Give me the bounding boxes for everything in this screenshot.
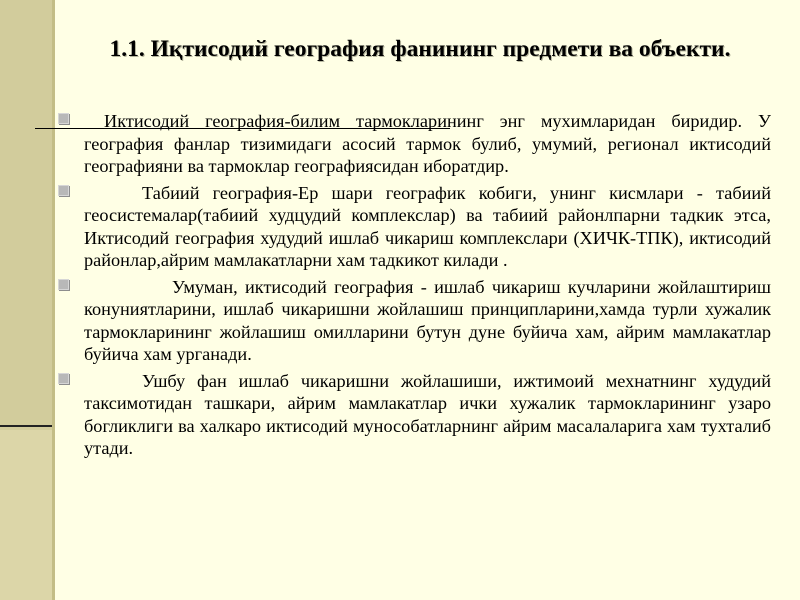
side-decor-edge	[52, 0, 55, 600]
bullet-icon	[58, 185, 69, 196]
paragraph-1	[84, 110, 771, 178]
paragraph-text: Табиий география-Ер шари географик кобиги, унинг кисмлари - табиий геосистемалар(табиий худцудий комплекслар) ва табиий районлпарни тадкик этса, Иктисодий география худудий ишлаб чикариш комплекслари (ХИЧК-ТПК), иктисодий районлар,айрим мамлакатларни хам тадкикот килади .	[84, 182, 771, 270]
paragraph-3	[84, 276, 771, 366]
side-decor-shade	[0, 0, 52, 430]
side-rule	[0, 425, 52, 427]
bullet-icon	[58, 113, 69, 124]
paragraph-text: Умуман, иктисодий география - ишлаб чикариш кучларини жойлаштириш конуниятларини, ишлаб чикаришни жойлашиш принципларини,хамда турли хужалик тармокларининг жойлашиш омилларини бутун дуне буйича хам, айрим мамлакатлар буйича хам урганади.	[84, 276, 771, 364]
paragraph-text: Иктисодий география-билим тармокларининг энг мухимларидан биридир. У география фанлар тизимидаги асосий тармок булиб, умумий, регионал иктисодий географияни ва тармоклар географиясидан иборатдир.	[84, 111, 771, 176]
slide-body	[84, 110, 771, 464]
bullet-icon	[58, 373, 69, 384]
slide-title: 1.1. Иқтисодий география фанининг предмети ва объекти.	[109, 36, 731, 62]
bullet-icon	[58, 279, 69, 290]
paragraph-2	[84, 182, 771, 272]
paragraph-text: Ушбу фан ишлаб чикаришни жойлашиши, ижтимоий мехнатнинг худудий таксимотидан ташкари, айрим мамлакатлар ички хужалик тармокларининг узаро богликлиги ва халкаро иктисодий мунособатларнинг айрим масалаларига хам тухталиб утади.	[84, 370, 771, 458]
paragraph-4	[84, 370, 771, 460]
